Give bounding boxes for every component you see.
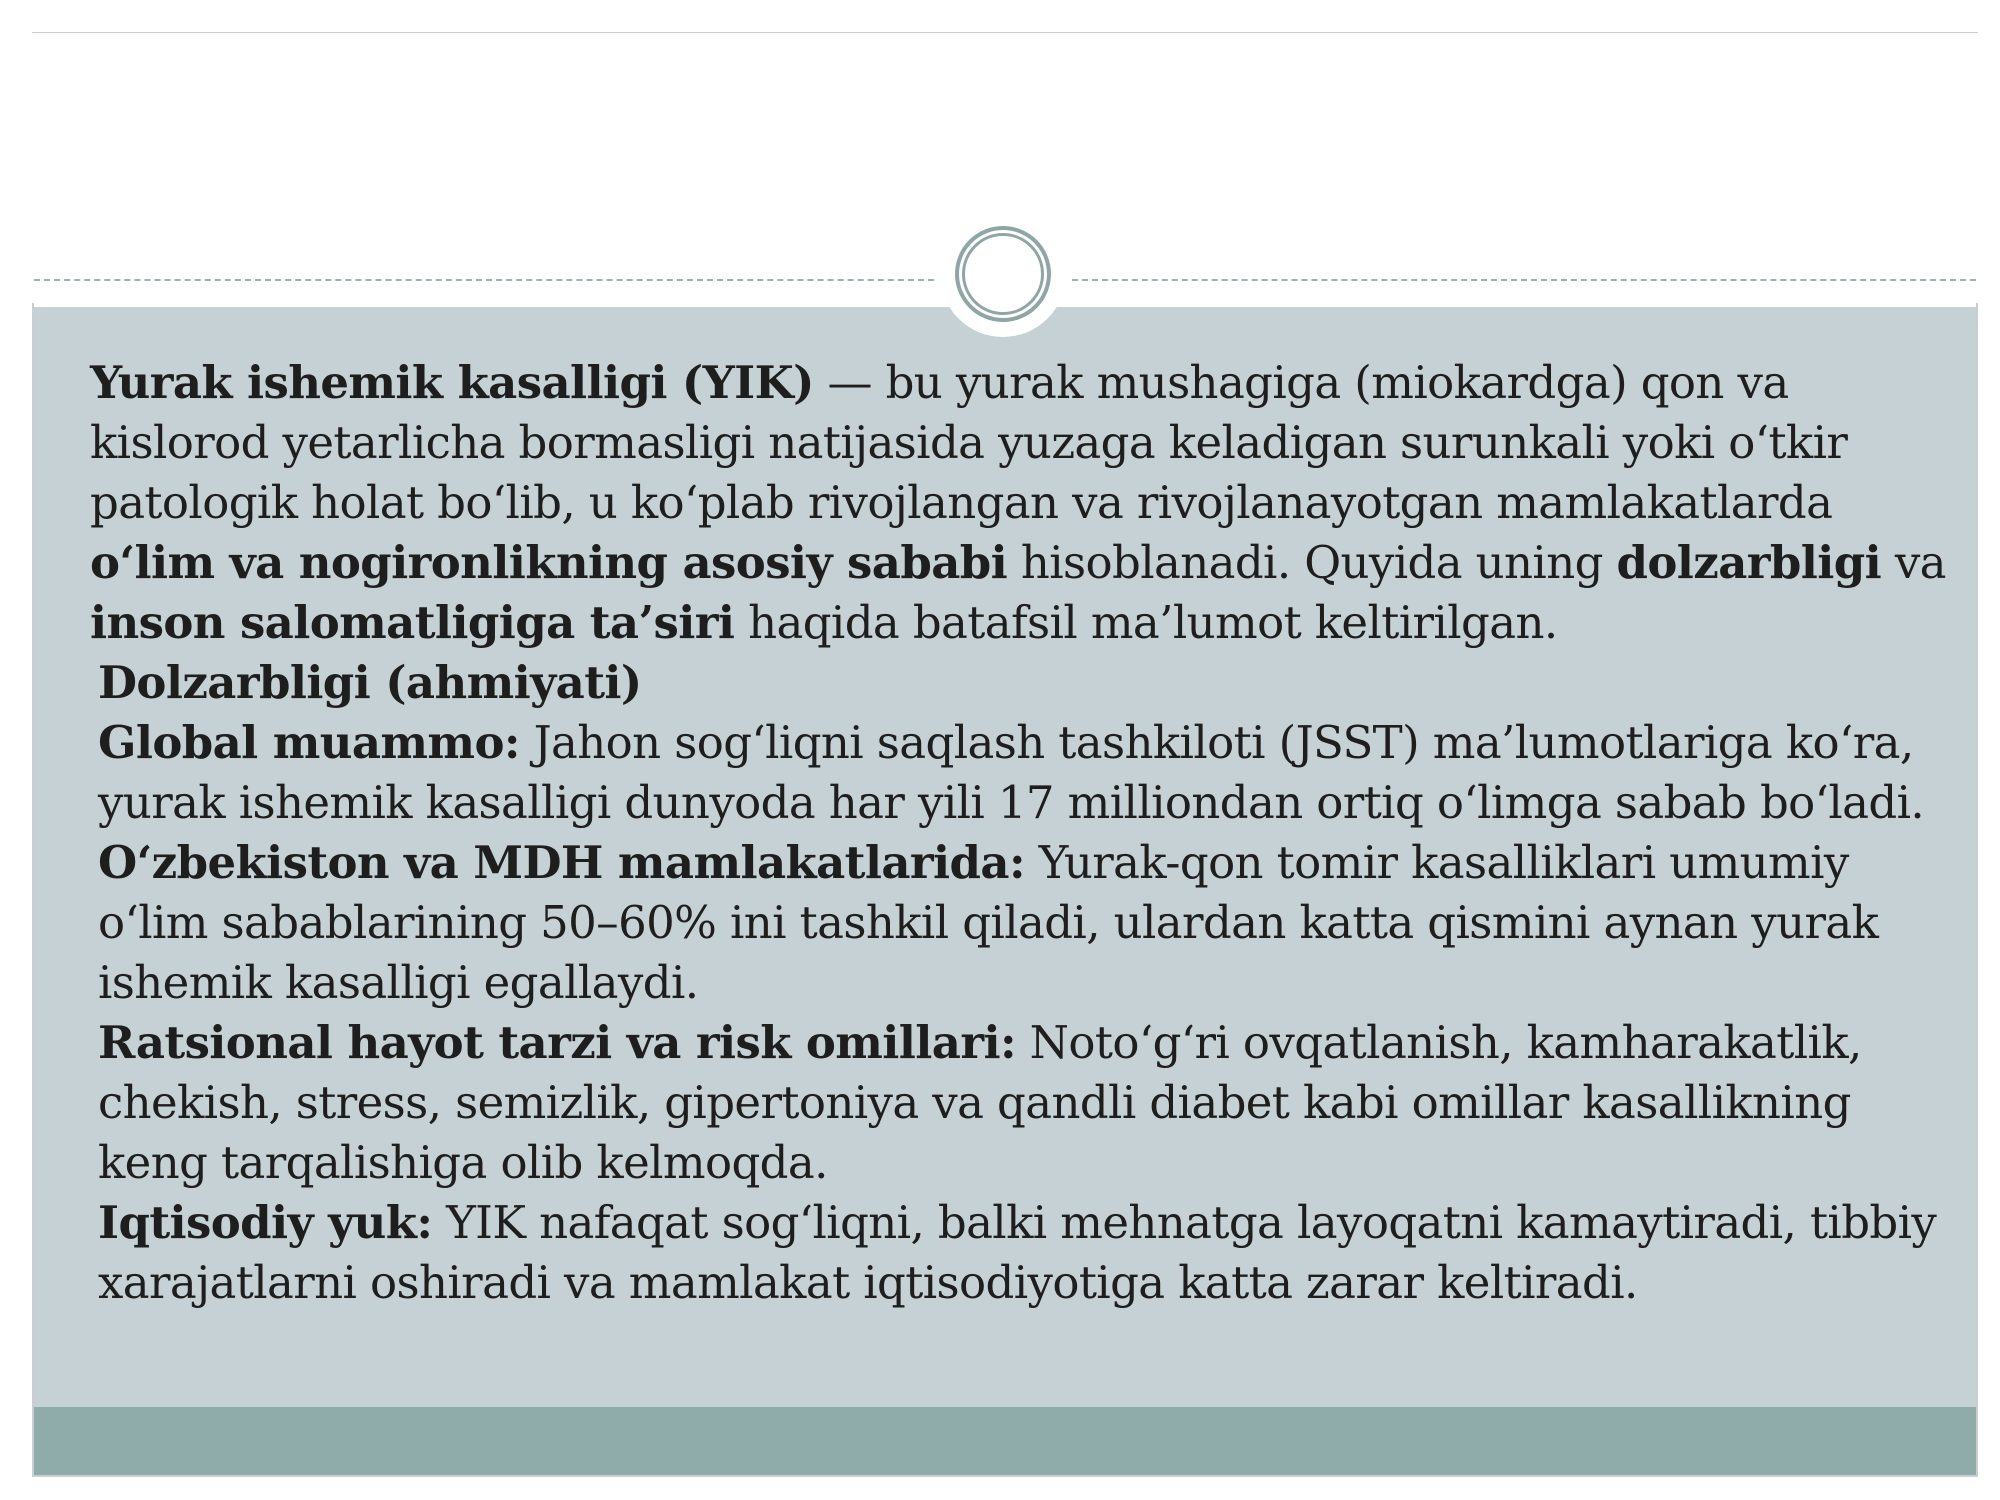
intro-text-2: hisoblanadi. Quyida uning: [1007, 536, 1617, 589]
list-item: [98, 1013, 1950, 1193]
item-text: Yurak-qon tomir kasalliklari umumiy o‘lim sabablarining 50–60% ini tashkil qiladi, ulardan katta qismini aynan yurak ishemik kasalligi egallaydi.: [98, 836, 1879, 1009]
item-label: Ratsional hayot tarzi va risk omillari:: [98, 1016, 1016, 1069]
item-text: Noto‘g‘ri ovqatlanish, kamharakatlik, chekish, stress, semizlik, gipertoniya va qandli diabet kabi omillar kasallikning keng tarqalishiga olib kelmoqda.: [98, 1016, 1862, 1189]
intro-bold-3: dolzarbligi: [1616, 536, 1882, 589]
intro-paragraph: [90, 353, 1950, 653]
item-label: O‘zbekiston va MDH mamlakatlarida:: [98, 836, 1025, 889]
relevance-section: [90, 653, 1950, 1313]
slide-body: [90, 353, 1950, 1313]
footer-band: [34, 1407, 1976, 1475]
item-text: YIK nafaqat sog‘liqni, balki mehnatga layoqatni kamaytiradi, tibbiy xarajatlarni oshiradi va mamlakat iqtisodiyotiga katta zarar keltiradi.: [98, 1196, 1937, 1309]
list-item: [98, 833, 1950, 1013]
item-label: Iqtisodiy yuk:: [98, 1196, 433, 1249]
header-divider-left: [34, 279, 934, 281]
intro-bold-2: o‘lim va nogironlikning asosiy sababi: [90, 536, 1008, 589]
list-item: [98, 713, 1950, 833]
circle-ornament-inner: [962, 233, 1044, 315]
section-heading-text: Dolzarbligi (ahmiyati): [98, 656, 642, 709]
intro-text-3: va: [1881, 536, 1946, 589]
intro-text-1: — bu yurak mushagiga (miokardga) qon va kislorod yetarlicha bormasligi natijasida yuzaga keladigan surunkali yoki o‘tkir patologik holat bo‘lib, u ko‘plab rivojlangan va rivojlanayotgan mamlakatlarda: [90, 356, 1848, 529]
list-item: [98, 1193, 1950, 1313]
section-heading: [98, 653, 1950, 713]
intro-term: Yurak ishemik kasalligi (YIK): [90, 356, 814, 409]
intro-text-4: haqida batafsil ma’lumot keltirilgan.: [734, 596, 1558, 649]
header-divider-right: [1072, 279, 1976, 281]
item-label: Global muammo:: [98, 716, 520, 769]
intro-bold-4: inson salomatligiga ta’siri: [90, 596, 735, 649]
item-text: Jahon sog‘liqni saqlash tashkiloti (JSST) ma’lumotlariga ko‘ra, yurak ishemik kasalligi dunyoda har yili 17 milliondan ortiq o‘limga sabab bo‘ladi.: [98, 716, 1925, 829]
